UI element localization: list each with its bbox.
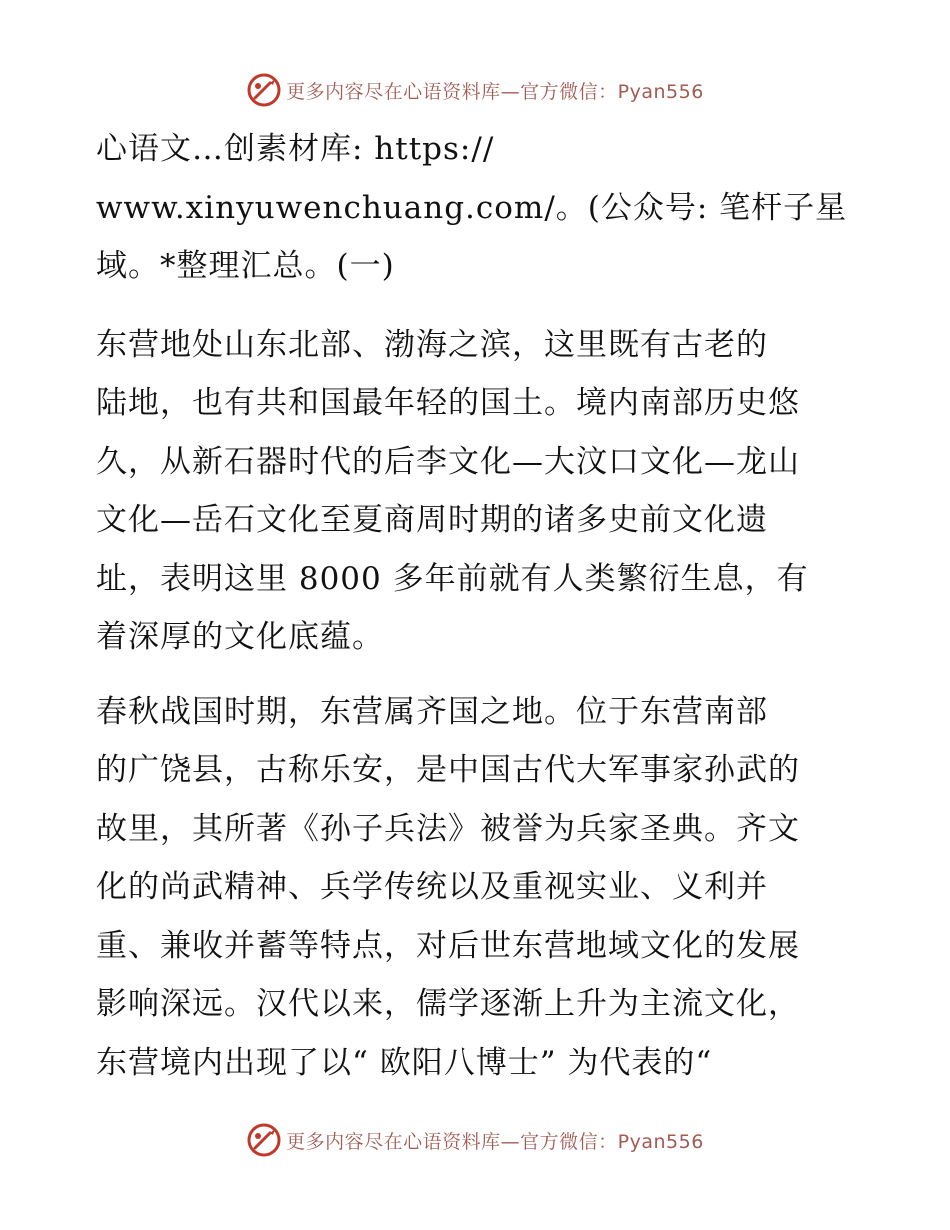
text-line: 故里，其所著《孙子兵法》被誉为兵家圣典。齐文 bbox=[96, 810, 800, 847]
text-line: 着深厚的文化底蕴。 bbox=[96, 619, 384, 655]
text-line: www.xinyuwenchuang.com/。(公众号: 笔杆子星 bbox=[96, 189, 848, 226]
header-watermark-text: 更多内容尽在心语资料库—官方微信：Pyan556 bbox=[286, 80, 704, 103]
brand-logo-icon bbox=[246, 72, 282, 108]
text-line: 影响深远。汉代以来，儒学逐渐上升为主流文化， bbox=[96, 986, 800, 1022]
text-line: 心语文…创素材库: https:// bbox=[96, 131, 495, 167]
text-line: 化的尚武精神、兵学传统以及重视实业、义利并 bbox=[96, 869, 768, 905]
document-body bbox=[96, 120, 856, 1108]
paragraph-source-note bbox=[96, 120, 856, 296]
paragraph-history bbox=[96, 316, 856, 667]
text-line: 春秋战国时期，东营属齐国之地。位于东营南部 bbox=[96, 693, 768, 730]
text-line: 文化—岳石文化至夏商周时期的诸多史前文化遗 bbox=[96, 502, 768, 538]
text-line: 东营地处山东北部、渤海之滨，这里既有古老的 bbox=[96, 326, 768, 363]
footer-watermark-banner bbox=[0, 1120, 950, 1160]
text-line: 的广饶县，古称乐安，是中国古代大军事家孙武的 bbox=[96, 752, 800, 788]
text-line: 域。*整理汇总。(一) bbox=[96, 248, 395, 284]
text-line: 陆地，也有共和国最年轻的国土。境内南部历史悠 bbox=[96, 385, 800, 421]
text-line: 址，表明这里 8000 多年前就有人类繁衍生息，有 bbox=[96, 560, 809, 597]
text-line: 久，从新石器时代的后李文化—大汶口文化—龙山 bbox=[96, 443, 800, 480]
paragraph-warring-states bbox=[96, 683, 856, 1093]
footer-watermark-text: 更多内容尽在心语资料库—官方微信：Pyan556 bbox=[286, 1130, 704, 1153]
header-watermark-banner bbox=[0, 70, 950, 110]
brand-logo-icon bbox=[246, 1122, 282, 1158]
text-line: 重、兼收并蓄等特点，对后世东营地域文化的发展 bbox=[96, 927, 800, 964]
text-line: 东营境内出现了以“ 欧阳八博士” 为代表的“ bbox=[96, 1044, 713, 1081]
